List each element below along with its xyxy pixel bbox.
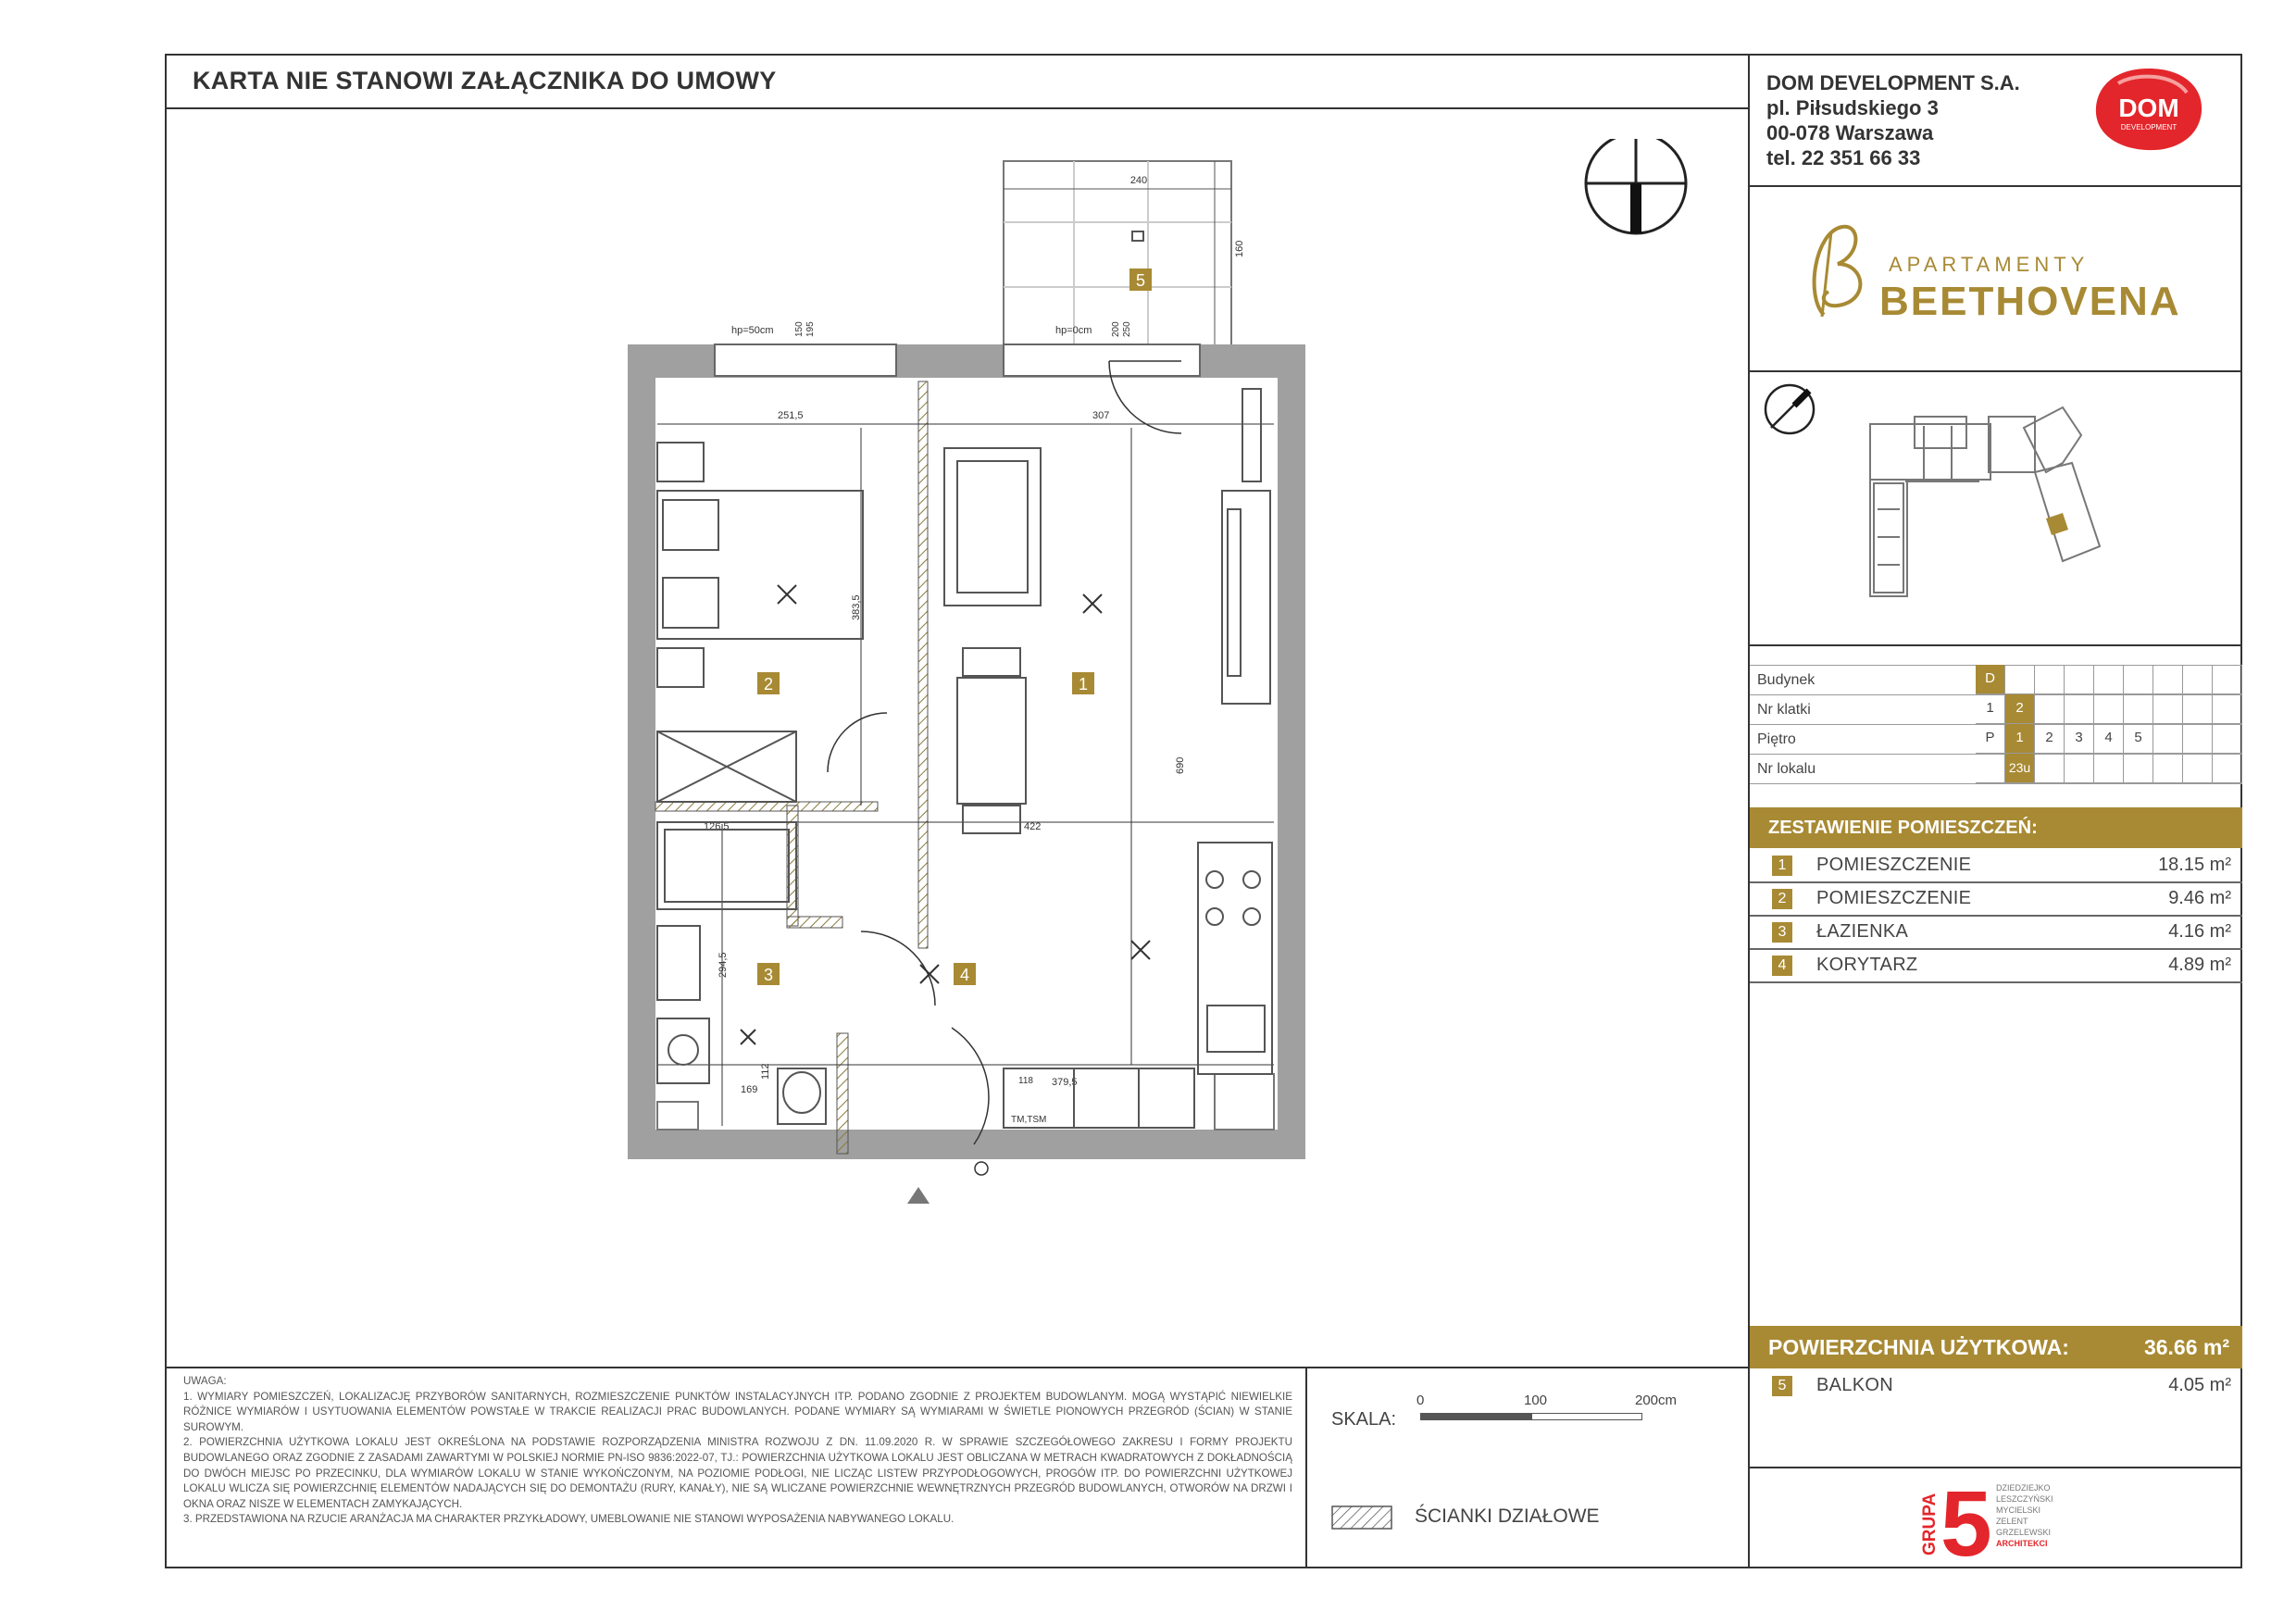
dim-label: 383,5 — [851, 594, 862, 620]
location-cell — [2124, 665, 2153, 694]
dim-label: 307 — [1092, 410, 1110, 421]
floor-plan — [593, 139, 1722, 1213]
dim-label: 251,5 — [778, 410, 804, 421]
dom-development-logo — [2090, 65, 2207, 154]
scale-tick: 200cm — [1635, 1393, 1678, 1408]
room-label-4: 4 — [959, 966, 970, 984]
dim-label: 422 — [1024, 821, 1042, 832]
room-number: 1 — [1772, 856, 1792, 876]
balcony-divider — [1748, 1467, 2242, 1468]
dim-label: 126,5 — [704, 821, 730, 832]
furniture-bed — [657, 443, 863, 687]
room-name: POMIESZCZENIE — [1816, 888, 1972, 908]
dim-label: 150 — [794, 321, 805, 337]
location-cell: 1 — [2005, 724, 2035, 754]
scale-tick: 0 — [1416, 1393, 1425, 1408]
location-label-staircase: Nr klatki — [1757, 702, 1811, 718]
room-name: POMIESZCZENIE — [1816, 855, 1972, 875]
keyplan-divider — [1748, 644, 2242, 646]
header-divider — [165, 107, 1750, 109]
location-cell — [2213, 694, 2242, 724]
location-cell — [2153, 694, 2183, 724]
room-row — [1750, 883, 2242, 917]
room-label-5: 5 — [1135, 271, 1146, 290]
location-cell — [2213, 754, 2242, 783]
dim-label: 195 — [805, 321, 816, 337]
location-cell — [1976, 754, 2005, 783]
location-cell — [2094, 665, 2124, 694]
balcony-number: 5 — [1772, 1376, 1792, 1396]
brand-divider — [1748, 370, 2242, 372]
room-name: KORYTARZ — [1816, 955, 1918, 975]
company-info — [1766, 70, 2020, 170]
room-area: 4.16 m² — [2168, 921, 2231, 942]
location-cell — [2183, 724, 2213, 754]
scale-tick: 100 — [1524, 1393, 1548, 1408]
partition-walls — [655, 381, 928, 1154]
dim-label: 690 — [1175, 756, 1186, 774]
location-cell — [2065, 665, 2094, 694]
location-label-floor: Piętro — [1757, 731, 1796, 747]
company-divider — [1748, 185, 2242, 187]
usable-area-value: 36.66 m² — [2143, 1335, 2229, 1359]
balcony-area: 4.05 m² — [2168, 1375, 2231, 1395]
usable-area-label: POWIERZCHNIA UŻYTKOWA: — [1768, 1335, 2069, 1359]
room-area: 4.89 m² — [2168, 955, 2231, 975]
note-item: 1. WYMIARY POMIESZCZEŃ, LOKALIZACJĘ PRZYBORÓW SANITARNYCH, ROZMIESZCZENIE PUNKTÓW INSTALACYJNYCH ITP. PODANO ZGODNIE Z PROJEKTEM BUDOWLANYM. MOGĄ WYSTĄPIĆ NIEWIELKIE RÓŻNICE WYMIARÓW I USYTUOWANIA ELEMENTÓW POWSTAŁE W TRAKCIE REALIZACJI PRAC BUDOWLANYCH. PODANE WYMIARY SĄ WYMIARAMI W ŚWIETLE PIONOWYCH PRZEGRÓD (ŚCIAN) W STANIE SUROWYM. — [183, 1390, 1292, 1433]
apartamenty-beethovena-logo — [1787, 213, 2222, 333]
location-label-unit: Nr lokalu — [1757, 761, 1816, 777]
room-label-2: 2 — [763, 675, 774, 693]
location-cell — [2153, 665, 2183, 694]
outer-walls — [628, 344, 1305, 1159]
rooms-header: ZESTAWIENIE POMIESZCZEŃ: — [1750, 807, 2242, 848]
furniture-bathtub — [657, 822, 796, 909]
north-compass-icon — [1586, 139, 1686, 233]
room-number: 2 — [1772, 889, 1792, 909]
location-cell — [2035, 694, 2065, 724]
company-name: DOM DEVELOPMENT S.A. — [1766, 71, 2020, 94]
page-title: KARTA NIE STANOWI ZAŁĄCZNIKA DO UMOWY — [193, 67, 777, 94]
location-cell — [2094, 754, 2124, 783]
key-plan — [1757, 380, 2239, 639]
grupa5-architect-logo — [1916, 1480, 2102, 1557]
partition-hatch-icon — [1331, 1505, 1392, 1530]
furniture-sink — [657, 926, 709, 1083]
location-cell: 1 — [1976, 694, 2005, 724]
room-name: ŁAZIENKA — [1816, 921, 1909, 942]
location-cell — [2094, 694, 2124, 724]
brand-line2: BEETHOVENA — [1879, 279, 2181, 324]
room-row — [1750, 917, 2242, 950]
dim-label: 112 — [760, 1063, 771, 1080]
furniture-kitchen — [1198, 843, 1272, 1074]
notes-title: UWAGA: — [183, 1375, 227, 1387]
location-cell — [2213, 724, 2242, 754]
notes-scale-divider — [1305, 1367, 1307, 1568]
architect-name: DZIEDZIEJKO — [1996, 1483, 2051, 1493]
furniture-sofa — [944, 448, 1041, 606]
furniture-tv-unit — [1222, 389, 1270, 704]
dim-label: TM,TSM — [1011, 1115, 1047, 1125]
note-item: 2. POWIERZCHNIA UŻYTKOWA LOKALU JEST OKREŚLONA NA PODSTAWIE ROZPORZĄDZENIA MINISTRA ROZWOJU Z DN. 11.09.2020 R. W SPRAWIE SZCZEGÓŁOWEGO ZAKRESU I FORMY PROJEKTU BUDOWLANEGO ORAZ ZGODNIE Z ZASADAMI ZAWARTYMI W POLSKIEJ NORMIE PN-ISO 9836:2022-07, TJ.: POWIERZCHNIA UŻYTKOWA LOKALU JEST OBLICZANA W METRACH KWADRATOWYCH Z DOKŁADNOŚCIĄ DO DWÓCH MIEJSC PO PRZECINKU, DLA WYMIARÓW LOKALU W STANIE WYKOŃCZONYM, NA POZIOMIE PODŁOGI, NIE LICZĄC LISTEW PRZYPODŁOGOWYCH, PROGÓW ITP. DO POWIERZCHNI UŻYTKOWEJ LOKALU WLICZA SIĘ POWIERZCHNIĘ ELEMENTÓW NADAJĄCYCH SIĘ DO DEMONTAŻU (RURY, KANAŁY), NIE SĄ WLICZANE POWIERZCHNIE WEWNĘTRZNYCH PRZEGRÓD BUDOWLANYCH, OTWORÓW NA DRZWI I OKNA ORAZ NISZE W ELEMENTACH ZAMYKAJĄCYCH. — [183, 1436, 1292, 1510]
dim-label: 294,5 — [718, 952, 729, 978]
room-area: 18.15 m² — [2158, 855, 2231, 875]
location-cell: 3 — [2065, 724, 2094, 754]
location-cell — [2183, 754, 2213, 783]
location-label-building: Budynek — [1757, 672, 1816, 688]
dim-label: hp=0cm — [1055, 325, 1092, 336]
scale-label: SKALA: — [1331, 1409, 1397, 1430]
key-plan-compass-icon — [1766, 385, 1814, 433]
room-label-3: 3 — [763, 966, 774, 984]
architect-name: MYCIELSKI — [1996, 1505, 2041, 1515]
location-cell: 2 — [2035, 724, 2065, 754]
dim-label: 118 — [1018, 1076, 1033, 1086]
dom-logo-word2: DEVELOPMENT — [2120, 123, 2177, 131]
dimension-lines — [657, 424, 1274, 1126]
furniture-wardrobe — [657, 731, 796, 802]
architect-name: LESZCZYŃSKI — [1996, 1494, 2053, 1504]
room-row — [1750, 850, 2242, 883]
dim-label: 200 — [1111, 321, 1121, 337]
location-cell — [2183, 694, 2213, 724]
furniture-toilet — [778, 1068, 826, 1124]
location-cell — [2005, 665, 2035, 694]
scale-bar-filled — [1420, 1413, 1531, 1420]
location-cell: P — [1976, 724, 2005, 754]
partition-label: ŚCIANKI DZIAŁOWE — [1415, 1505, 1600, 1527]
notes — [183, 1374, 1292, 1528]
location-cell: 23u — [2005, 754, 2035, 783]
notes-divider — [165, 1367, 1750, 1368]
location-cell — [2124, 754, 2153, 783]
dim-label: hp=50cm — [731, 325, 774, 336]
company-phone: tel. 22 351 66 33 — [1766, 146, 1921, 169]
dim-label: 379,5 — [1052, 1077, 1078, 1088]
location-cell — [2124, 694, 2153, 724]
location-cell: 4 — [2094, 724, 2124, 754]
room-area: 9.46 m² — [2168, 888, 2231, 908]
balcony-name: BALKON — [1816, 1375, 1893, 1395]
brand-line1: APARTAMENTY — [1889, 253, 2090, 276]
architect-name: ZELENT — [1996, 1517, 2028, 1526]
niche — [1215, 1074, 1274, 1130]
furniture-table — [957, 648, 1026, 833]
location-cell: 5 — [2124, 724, 2153, 754]
architect-name: GRZELEWSKI — [1996, 1528, 2052, 1537]
note-item: 3. PRZEDSTAWIONA NA RZUCIE ARANŻACJA MA CHARAKTER PRZYKŁADOWY, UMEBLOWANIE NIE STANOWI WYPOSAŻENIA NABYWANEGO LOKALU. — [183, 1513, 955, 1526]
door-swings — [828, 361, 1181, 1175]
company-address-line2: 00-078 Warszawa — [1766, 121, 1934, 144]
location-cell — [2153, 754, 2183, 783]
grupa-text: GRUPA — [1920, 1493, 1940, 1555]
location-cell — [2153, 724, 2183, 754]
location-cell — [2065, 754, 2094, 783]
dim-label: 169 — [741, 1084, 758, 1095]
location-cell — [2183, 665, 2213, 694]
grupa-five: 5 — [1940, 1480, 1992, 1557]
balcony-row — [1750, 1370, 2242, 1404]
entrance-arrow-icon — [907, 1187, 930, 1204]
location-cell — [2035, 665, 2065, 694]
key-plan-building-icon — [1870, 407, 2100, 596]
dim-label: 250 — [1122, 321, 1132, 337]
room-center-marks — [741, 585, 1150, 1044]
room-number: 4 — [1772, 956, 1792, 976]
location-cell — [2065, 694, 2094, 724]
scale-bar-empty — [1531, 1413, 1642, 1420]
location-cell — [2035, 754, 2065, 783]
room-row — [1750, 950, 2242, 983]
location-cell: D — [1976, 665, 2005, 694]
dim-label: 160 — [1234, 240, 1245, 257]
niche — [657, 1102, 698, 1130]
room-number: 3 — [1772, 922, 1792, 943]
company-address-line1: pl. Piłsudskiego 3 — [1766, 96, 1939, 119]
usable-area-bar — [1750, 1326, 2242, 1368]
location-cell: 2 — [2005, 694, 2035, 724]
room-label-1: 1 — [1078, 675, 1089, 693]
dom-logo-word1: DOM — [2118, 94, 2179, 122]
dim-label: 240 — [1129, 175, 1148, 186]
location-cell — [2213, 665, 2242, 694]
architect-suffix: ARCHITEKCI — [1996, 1539, 2048, 1548]
